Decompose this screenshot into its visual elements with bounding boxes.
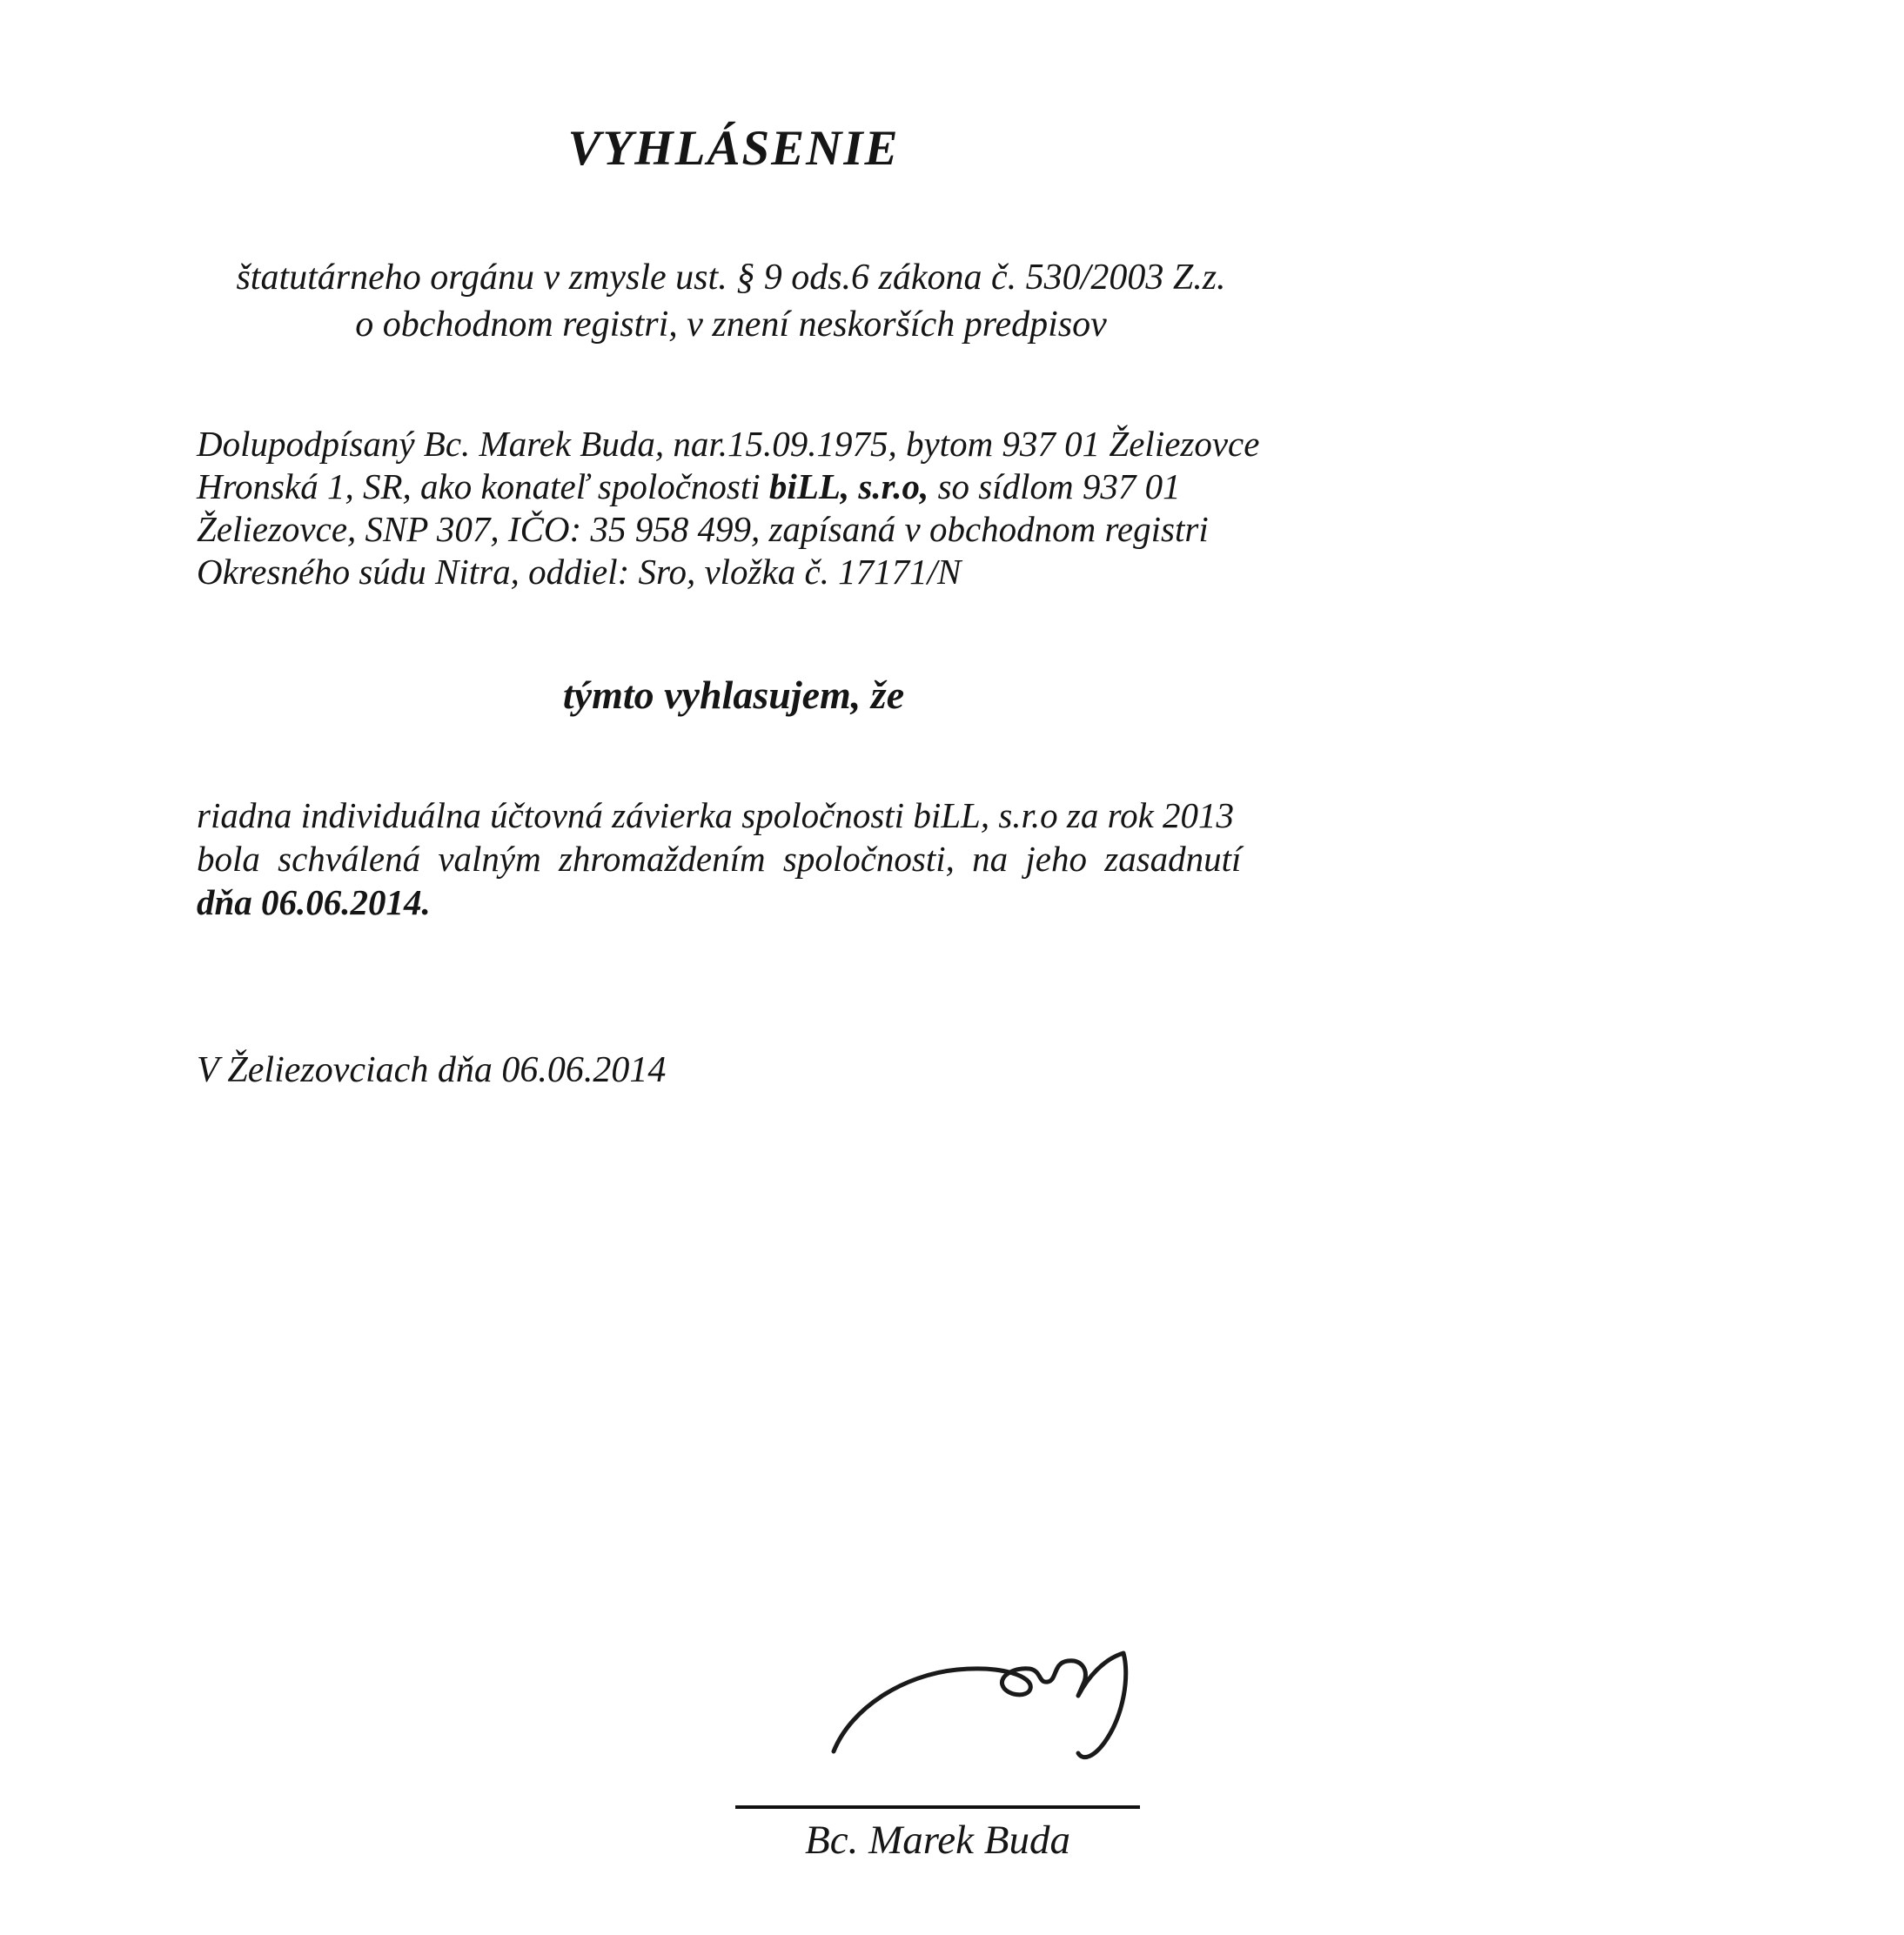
paragraph-line: riadna individuálna účtovná závierka spoločnosti biLL, s.r.o za rok 2013 [197,795,1235,835]
paragraph-text: so sídlom 937 01 [929,466,1181,506]
paragraph-line: Želiezovce, SNP 307, IČO: 35 958 499, zapísaná v obchodnom registri [197,509,1209,549]
paragraph-line: Okresného súdu Nitra, oddiel: Sro, vložka č. 17171/N [197,552,962,592]
company-name-bold: biLL, s.r.o, [768,466,929,506]
subtitle-line: o obchodnom registri, v znení neskorších predpisov [355,305,1107,345]
page-title: VYHLÁSENIE [567,121,900,176]
paragraph-line [197,465,1415,508]
body-paragraph-1 [197,423,1415,593]
handwritten-signature-image [827,1640,1140,1797]
paragraph-text: Hronská 1, SR, ako konateľ spoločnosti [197,466,769,506]
document-subtitle [139,254,1323,348]
signatory-name: Bc. Marek Buda [805,1818,1070,1863]
paragraph-line: Dolupodpísaný Bc. Marek Buda, nar.15.09.1975, bytom 937 01 Želiezovce [197,424,1260,464]
signature-line [735,1805,1140,1809]
approval-date-bold: dňa 06.06.2014. [197,882,431,922]
paragraph-line: bola schválená valným zhromaždením spoločnosti, na jeho zasadnutí [197,839,1242,879]
subtitle-line: štatutárneho orgánu v zmysle ust. § 9 ods.6 zákona č. 530/2003 Z.z. [236,258,1226,298]
body-paragraph-2 [197,793,1415,924]
place-date-line: V Želiezovciach dňa 06.06.2014 [197,1050,667,1090]
declaration-heading: týmto vyhlasujem, že [562,673,905,717]
